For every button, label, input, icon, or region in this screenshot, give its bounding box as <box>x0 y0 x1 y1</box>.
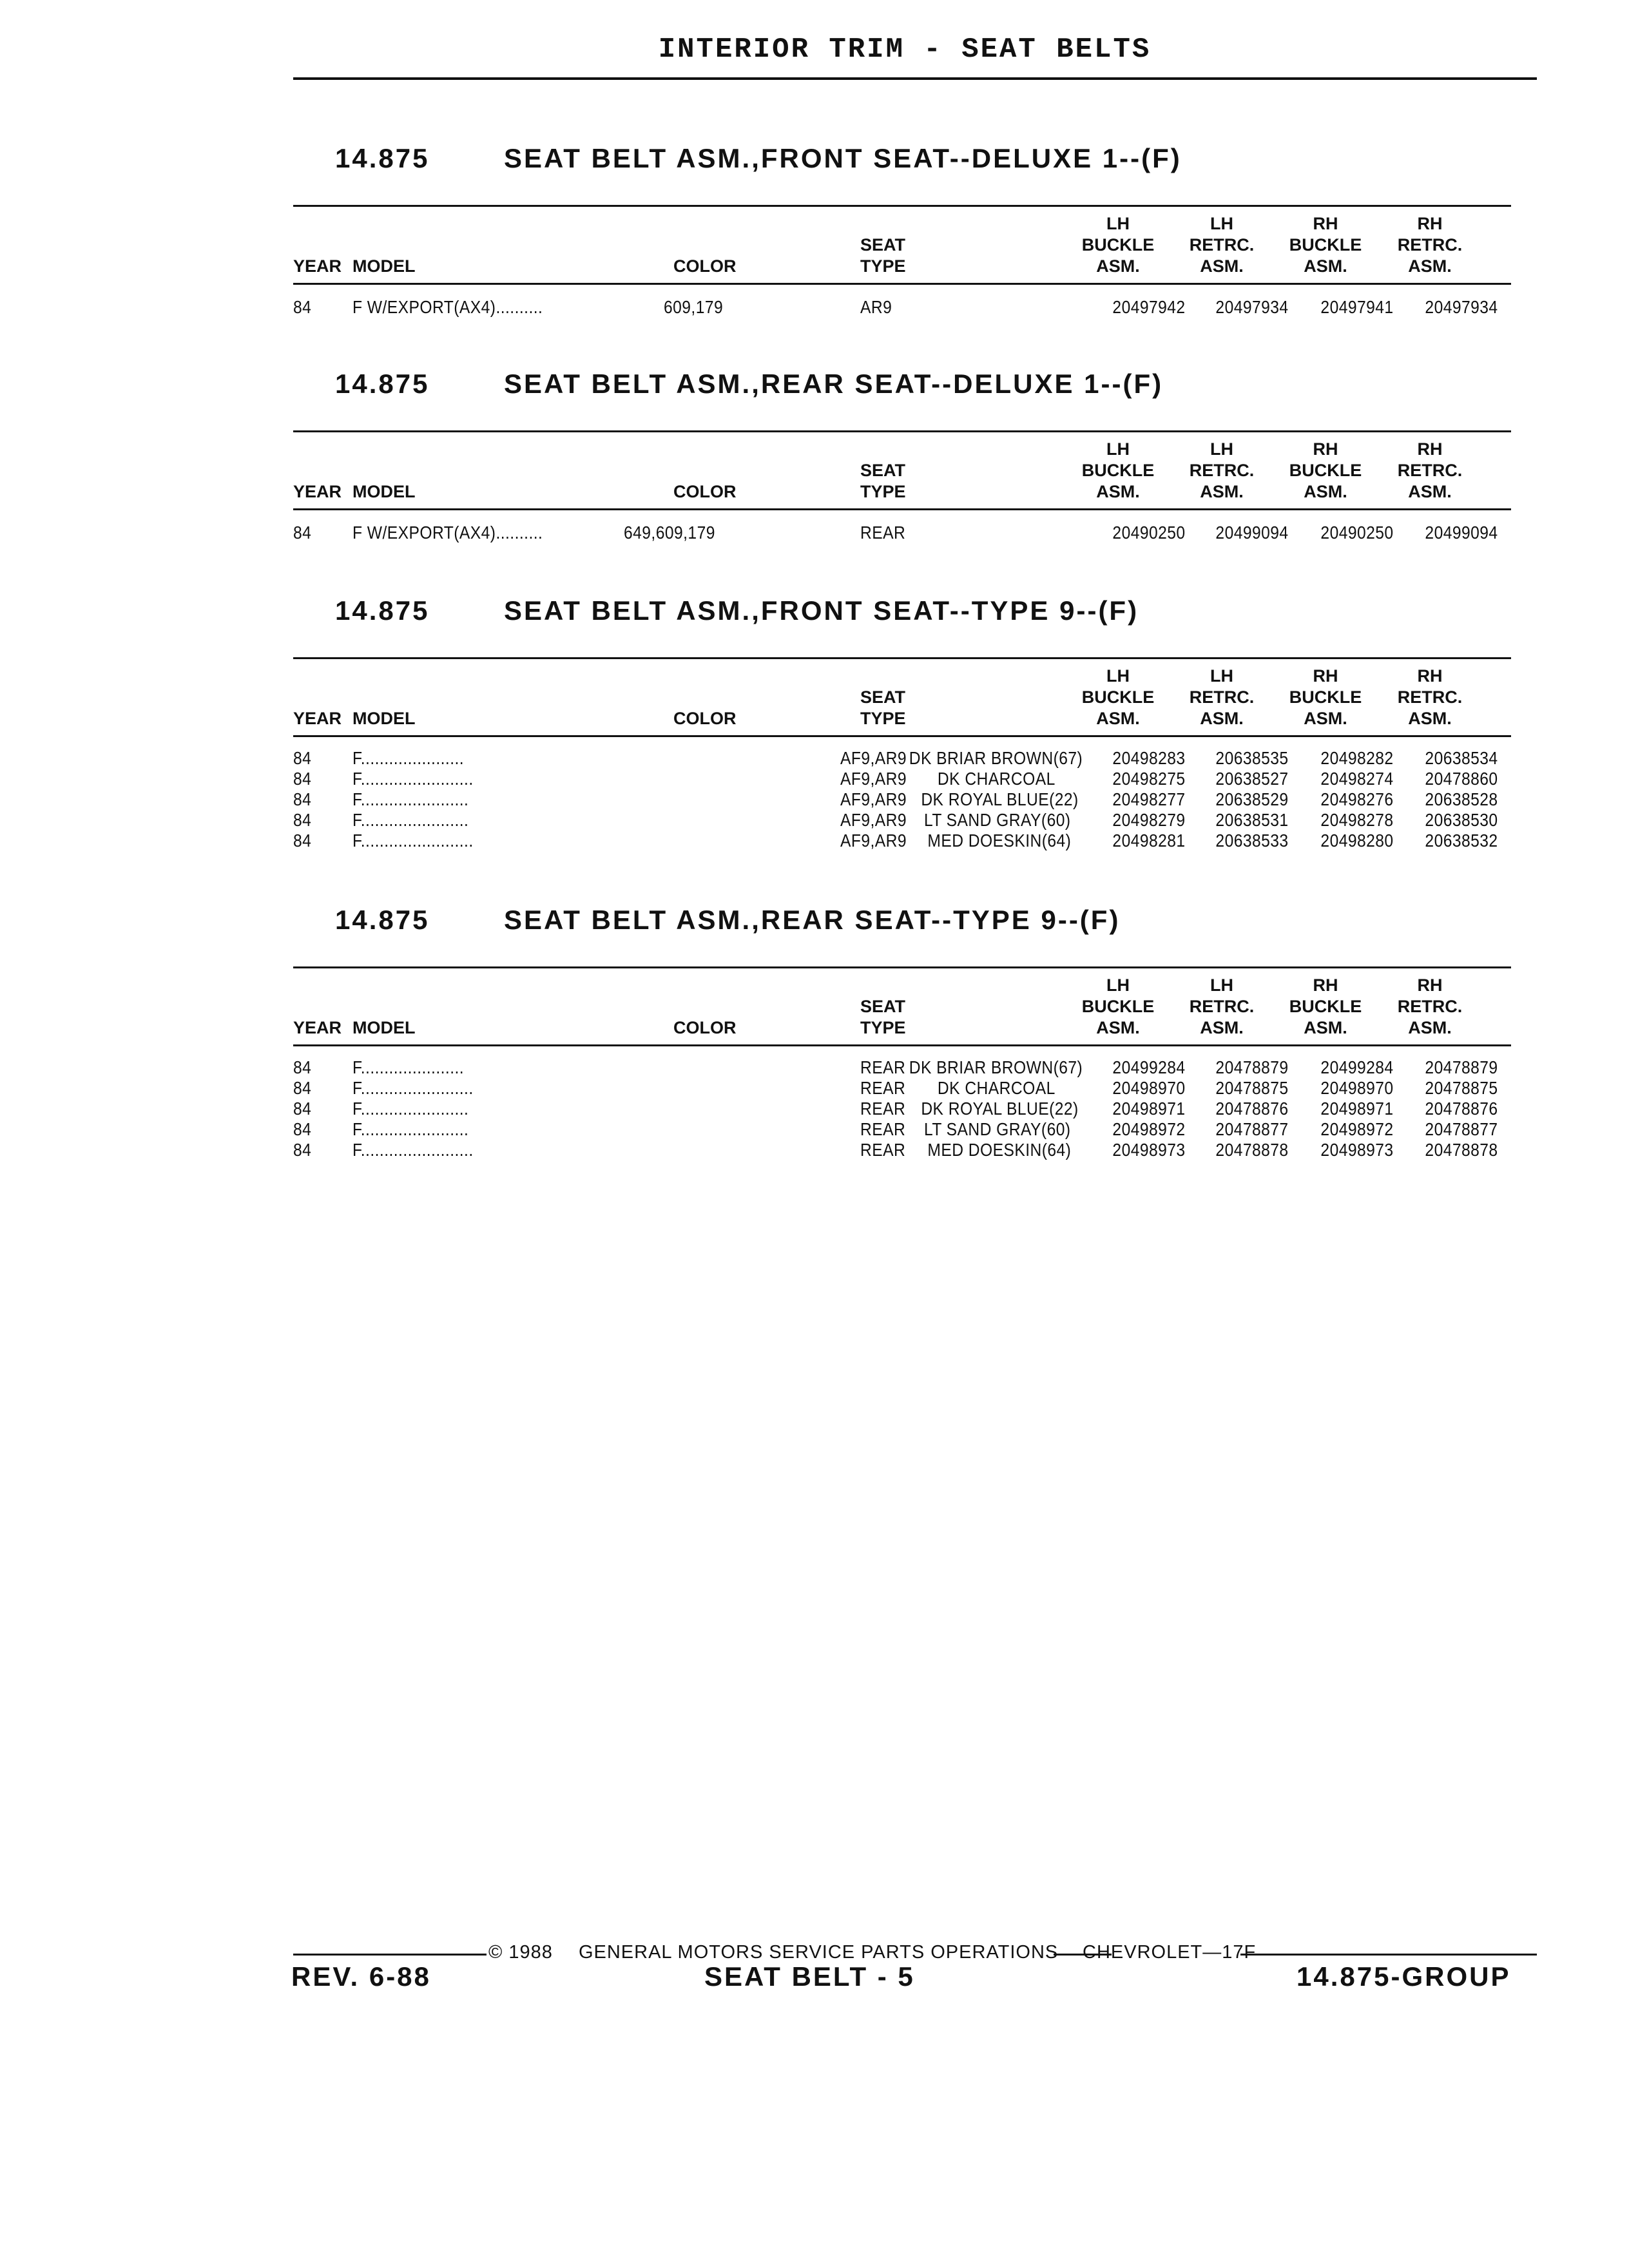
col-rh-retrc: RH RETRC. ASM. <box>1397 975 1463 1037</box>
cell-color: MED DOESKIN(64) <box>927 1140 1071 1160</box>
cell-rh-retrc: 20478860 <box>1425 769 1498 789</box>
col-lh-buckle: LH BUCKLE ASM. <box>1081 214 1155 276</box>
cell-rh-buckle: 20498972 <box>1320 1119 1394 1139</box>
section-title: SEAT BELT ASM.,FRONT SEAT--DELUXE 1--(F) <box>504 143 1182 173</box>
header-bottom-rule <box>293 508 1511 510</box>
cell-color: DK BRIAR BROWN(67) <box>909 748 1083 768</box>
cell-color: LT SAND GRAY(60) <box>924 810 1071 830</box>
cell-color: DK BRIAR BROWN(67) <box>909 1057 1083 1077</box>
col-year: YEAR <box>293 1018 342 1037</box>
cell-rh-buckle: 20498274 <box>1320 769 1394 789</box>
cell-year: 84 <box>293 1078 312 1098</box>
section-number: 14.875 <box>335 595 430 626</box>
cell-year: 84 <box>293 1099 312 1119</box>
cell-rh-buckle: 20498973 <box>1320 1140 1394 1160</box>
header-bottom-rule <box>293 1044 1511 1046</box>
cell-year: 84 <box>293 810 312 830</box>
cell-lh-buckle: 20498279 <box>1112 810 1186 830</box>
section-heading <box>335 143 1182 174</box>
group-label: 14.875-GROUP <box>1296 1961 1511 1992</box>
copyright: © 1988 <box>488 1942 553 1963</box>
cell-rh-buckle: 20497941 <box>1320 297 1394 317</box>
col-seat-type: SEAT TYPE <box>860 461 906 501</box>
col-rh-retrc: RH RETRC. ASM. <box>1397 439 1463 501</box>
cell-lh-buckle: 20498973 <box>1112 1140 1186 1160</box>
cell-lh-retrc: 20478879 <box>1215 1057 1289 1077</box>
col-color: COLOR <box>673 482 737 501</box>
cell-model: F W/EXPORT(AX4).......... <box>352 523 543 543</box>
cell-model: F...................... <box>352 1057 465 1077</box>
col-model: MODEL <box>352 256 416 276</box>
cell-year: 84 <box>293 297 312 317</box>
footer-publisher-line <box>488 1942 1257 1963</box>
cell-color: LT SAND GRAY(60) <box>924 1119 1071 1139</box>
cell-seat-type: AF9,AR9 <box>840 769 907 789</box>
col-seat-type: SEAT TYPE <box>860 687 906 728</box>
cell-model: F...................... <box>352 748 465 768</box>
publisher: GENERAL MOTORS SERVICE PARTS OPERATIONS <box>578 1942 1059 1963</box>
cell-rh-buckle: 20498276 <box>1320 789 1394 809</box>
cell-seat-type: REAR <box>860 1099 906 1119</box>
cell-lh-buckle: 20498275 <box>1112 769 1186 789</box>
page-title: INTERIOR TRIM - SEAT BELTS <box>658 34 1152 66</box>
cell-rh-buckle: 20498282 <box>1320 748 1394 768</box>
cell-lh-buckle: 20498283 <box>1112 748 1186 768</box>
make-code: CHEVROLET—17F <box>1083 1942 1257 1963</box>
col-lh-retrc: LH RETRC. ASM. <box>1189 439 1255 501</box>
cell-lh-retrc: 20638533 <box>1215 831 1289 850</box>
cell-year: 84 <box>293 523 312 543</box>
cell-model: F....................... <box>352 1099 469 1119</box>
cell-year: 84 <box>293 769 312 789</box>
cell-color: DK ROYAL BLUE(22) <box>921 789 1079 809</box>
cell-year: 84 <box>293 831 312 850</box>
cell-model: F W/EXPORT(AX4).......... <box>352 297 543 317</box>
cell-rh-retrc: 20638532 <box>1425 831 1498 850</box>
cell-year: 84 <box>293 748 312 768</box>
cell-lh-retrc: 20497934 <box>1215 297 1289 317</box>
revision-label: REV. 6-88 <box>291 1961 431 1992</box>
col-rh-retrc: RH RETRC. ASM. <box>1397 666 1463 728</box>
cell-seat-type: AR9 <box>860 297 892 317</box>
cell-lh-retrc: 20478875 <box>1215 1078 1289 1098</box>
header-top-rule <box>293 430 1511 432</box>
top-divider <box>293 77 1537 80</box>
col-model: MODEL <box>352 1018 416 1037</box>
cell-lh-retrc: 20638527 <box>1215 769 1289 789</box>
cell-lh-buckle: 20490250 <box>1112 523 1186 543</box>
cell-lh-buckle: 20499284 <box>1112 1057 1186 1077</box>
cell-color: 609,179 <box>664 297 724 317</box>
col-model: MODEL <box>352 709 416 728</box>
cell-rh-buckle: 20490250 <box>1320 523 1394 543</box>
header-top-rule <box>293 966 1511 968</box>
col-lh-buckle: LH BUCKLE ASM. <box>1081 666 1155 728</box>
section-title: SEAT BELT ASM.,REAR SEAT--TYPE 9--(F) <box>504 905 1121 935</box>
cell-rh-retrc: 20478879 <box>1425 1057 1498 1077</box>
header-top-rule <box>293 657 1511 659</box>
cell-lh-buckle: 20498970 <box>1112 1078 1186 1098</box>
col-year: YEAR <box>293 709 342 728</box>
cell-color: DK CHARCOAL <box>938 769 1055 789</box>
cell-lh-retrc: 20478877 <box>1215 1119 1289 1139</box>
section-number: 14.875 <box>335 905 430 935</box>
cell-lh-retrc: 20499094 <box>1215 523 1289 543</box>
col-year: YEAR <box>293 482 342 501</box>
cell-model: F........................ <box>352 831 474 850</box>
header-bottom-rule <box>293 735 1511 737</box>
section-heading <box>335 905 1120 936</box>
col-rh-buckle: RH BUCKLE ASM. <box>1289 975 1362 1037</box>
cell-seat-type: REAR <box>860 1140 906 1160</box>
cell-rh-retrc: 20638528 <box>1425 789 1498 809</box>
col-lh-retrc: LH RETRC. ASM. <box>1189 214 1255 276</box>
col-color: COLOR <box>673 709 737 728</box>
cell-rh-buckle: 20498971 <box>1320 1099 1394 1119</box>
cell-seat-type: AF9,AR9 <box>840 748 907 768</box>
cell-rh-retrc: 20638534 <box>1425 748 1498 768</box>
cell-lh-retrc: 20638535 <box>1215 748 1289 768</box>
cell-lh-buckle: 20498281 <box>1112 831 1186 850</box>
col-rh-buckle: RH BUCKLE ASM. <box>1289 439 1362 501</box>
section-title: SEAT BELT ASM.,FRONT SEAT--TYPE 9--(F) <box>504 595 1139 626</box>
cell-year: 84 <box>293 789 312 809</box>
cell-lh-retrc: 20478876 <box>1215 1099 1289 1119</box>
cell-year: 84 <box>293 1057 312 1077</box>
col-model: MODEL <box>352 482 416 501</box>
cell-rh-retrc: 20478877 <box>1425 1119 1498 1139</box>
cell-color: DK ROYAL BLUE(22) <box>921 1099 1079 1119</box>
cell-seat-type: REAR <box>860 1119 906 1139</box>
col-lh-retrc: LH RETRC. ASM. <box>1189 666 1255 728</box>
cell-lh-buckle: 20497942 <box>1112 297 1186 317</box>
col-lh-buckle: LH BUCKLE ASM. <box>1081 439 1155 501</box>
cell-model: F....................... <box>352 789 469 809</box>
cell-model: F........................ <box>352 1078 474 1098</box>
section-number: 14.875 <box>335 369 430 399</box>
cell-lh-retrc: 20638531 <box>1215 810 1289 830</box>
cell-model: F....................... <box>352 1119 469 1139</box>
cell-rh-retrc: 20497934 <box>1425 297 1498 317</box>
section-heading <box>335 595 1139 626</box>
section-number: 14.875 <box>335 143 430 173</box>
cell-model: F........................ <box>352 769 474 789</box>
header-top-rule <box>293 205 1511 207</box>
cell-seat-type: REAR <box>860 1078 906 1098</box>
cell-year: 84 <box>293 1119 312 1139</box>
col-year: YEAR <box>293 256 342 276</box>
col-rh-retrc: RH RETRC. ASM. <box>1397 214 1463 276</box>
page-label: SEAT BELT - 5 <box>704 1961 915 1992</box>
cell-year: 84 <box>293 1140 312 1160</box>
section-heading <box>335 369 1163 399</box>
cell-color: DK CHARCOAL <box>938 1078 1055 1098</box>
cell-lh-buckle: 20498277 <box>1112 789 1186 809</box>
cell-rh-retrc: 20638530 <box>1425 810 1498 830</box>
col-lh-retrc: LH RETRC. ASM. <box>1189 975 1255 1037</box>
col-seat-type: SEAT TYPE <box>860 997 906 1037</box>
cell-rh-buckle: 20498278 <box>1320 810 1394 830</box>
col-color: COLOR <box>673 256 737 276</box>
cell-model: F....................... <box>352 810 469 830</box>
cell-lh-retrc: 20638529 <box>1215 789 1289 809</box>
col-lh-buckle: LH BUCKLE ASM. <box>1081 975 1155 1037</box>
cell-seat-type: REAR <box>860 1057 906 1077</box>
cell-rh-retrc: 20478878 <box>1425 1140 1498 1160</box>
cell-lh-retrc: 20478878 <box>1215 1140 1289 1160</box>
cell-rh-buckle: 20498970 <box>1320 1078 1394 1098</box>
cell-rh-retrc: 20499094 <box>1425 523 1498 543</box>
cell-rh-buckle: 20498280 <box>1320 831 1394 850</box>
cell-lh-buckle: 20498971 <box>1112 1099 1186 1119</box>
cell-seat-type: AF9,AR9 <box>840 810 907 830</box>
section-title: SEAT BELT ASM.,REAR SEAT--DELUXE 1--(F) <box>504 369 1164 399</box>
header-bottom-rule <box>293 283 1511 285</box>
cell-rh-retrc: 20478875 <box>1425 1078 1498 1098</box>
cell-rh-retrc: 20478876 <box>1425 1099 1498 1119</box>
cell-color: 649,609,179 <box>624 523 715 543</box>
col-rh-buckle: RH BUCKLE ASM. <box>1289 214 1362 276</box>
cell-color: MED DOESKIN(64) <box>927 831 1071 850</box>
footer-rule <box>293 1954 487 1956</box>
cell-lh-buckle: 20498972 <box>1112 1119 1186 1139</box>
col-rh-buckle: RH BUCKLE ASM. <box>1289 666 1362 728</box>
col-color: COLOR <box>673 1018 737 1037</box>
cell-seat-type: REAR <box>860 523 906 543</box>
col-seat-type: SEAT TYPE <box>860 235 906 276</box>
cell-model: F........................ <box>352 1140 474 1160</box>
cell-rh-buckle: 20499284 <box>1320 1057 1394 1077</box>
cell-seat-type: AF9,AR9 <box>840 789 907 809</box>
footer-rule <box>1240 1954 1537 1956</box>
cell-seat-type: AF9,AR9 <box>840 831 907 850</box>
